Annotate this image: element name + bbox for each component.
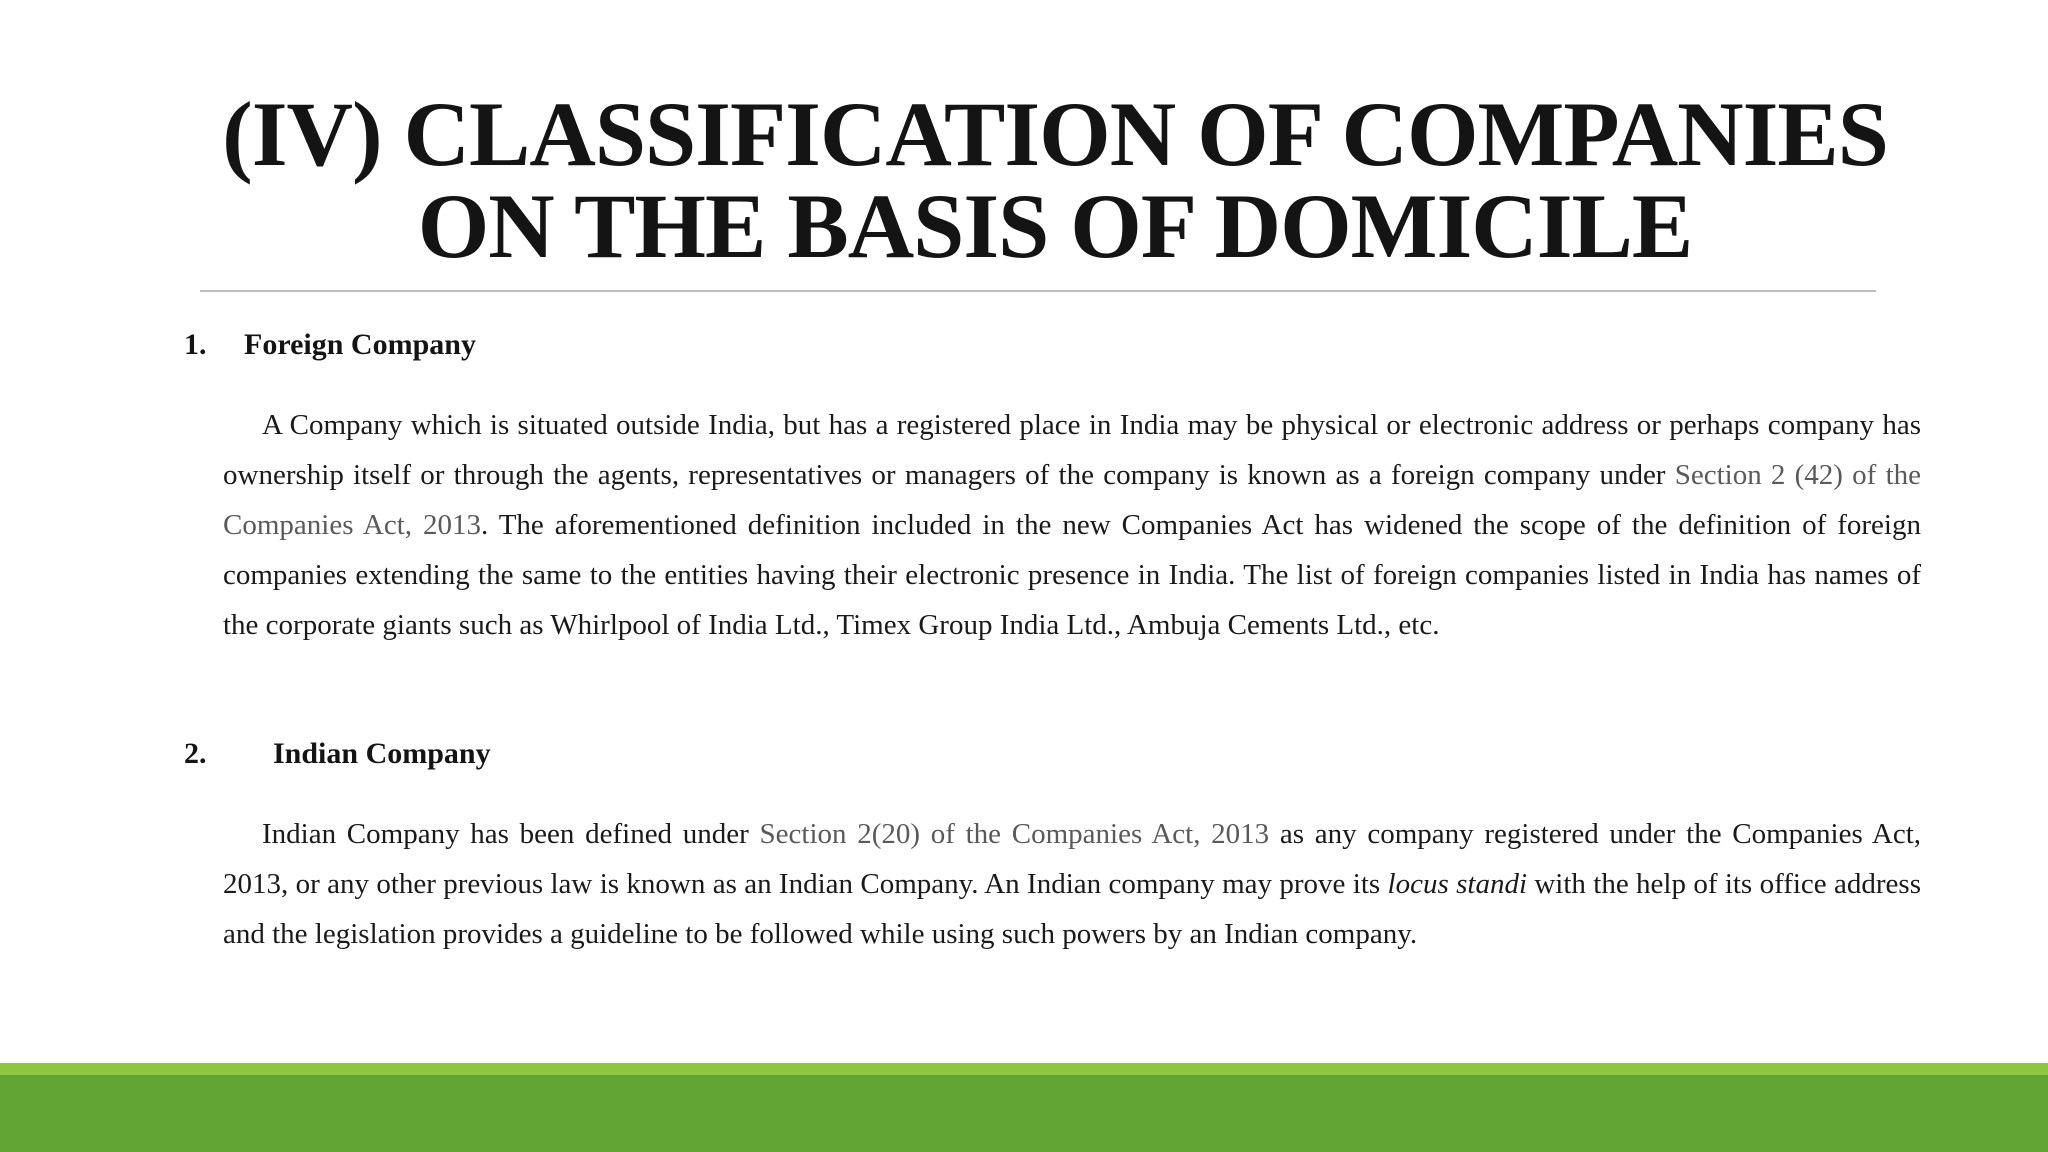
section-number: 1. <box>184 328 207 361</box>
footer-accent-stripe <box>0 1063 2048 1075</box>
slide-title <box>150 83 1960 277</box>
statute-reference: Section 2(20) of the Companies Act, 2013 <box>759 818 1270 850</box>
section-paragraph-indian-company <box>223 809 1921 959</box>
paragraph-text: A Company which is situated outside India, but has a registered place in India may be physical or electronic address or perhaps company has ownership itself or through the agents, representatives or managers of the company is known as a foreign company under <box>223 409 1921 491</box>
section-heading-text: Foreign Company <box>244 328 476 361</box>
section-heading-foreign-company <box>184 327 784 363</box>
paragraph-text: as any company registered under the Companies Act, 2013, or any other previous law is known as an Indian Company. An Indian company may prove its <box>223 818 1921 900</box>
section-heading-indian-company <box>184 736 784 772</box>
title-divider <box>200 290 1876 292</box>
section-heading-text: Indian Company <box>273 737 491 770</box>
slide-title-line-1: (IV) CLASSIFICATION OF COMPANIES <box>222 83 1888 185</box>
section-number: 2. <box>184 737 207 770</box>
latin-term: locus standi <box>1387 868 1527 900</box>
paragraph-text: Indian Company has been defined under <box>262 818 760 850</box>
slide-title-line-2: ON THE BASIS OF DOMICILE <box>417 175 1693 277</box>
paragraph-text: . The aforementioned definition included in the new Companies Act has widened the scope of the definition of foreign companies extending the same to the entities having their electronic presence in India. The list of foreign companies listed in India has names of the corporate giants such as Whirlpool of India Ltd., Timex Group India Ltd., Ambuja Cements Ltd., etc. <box>223 509 1921 641</box>
statute-reference: Section 2 (42) of the Companies Act, 2013 <box>223 459 1921 541</box>
paragraph-text: with the help of its office address and the legislation provides a guideline to be followed while using such powers by an Indian company. <box>223 868 1921 950</box>
footer-band <box>0 1075 2048 1152</box>
section-paragraph-foreign-company <box>223 400 1921 650</box>
